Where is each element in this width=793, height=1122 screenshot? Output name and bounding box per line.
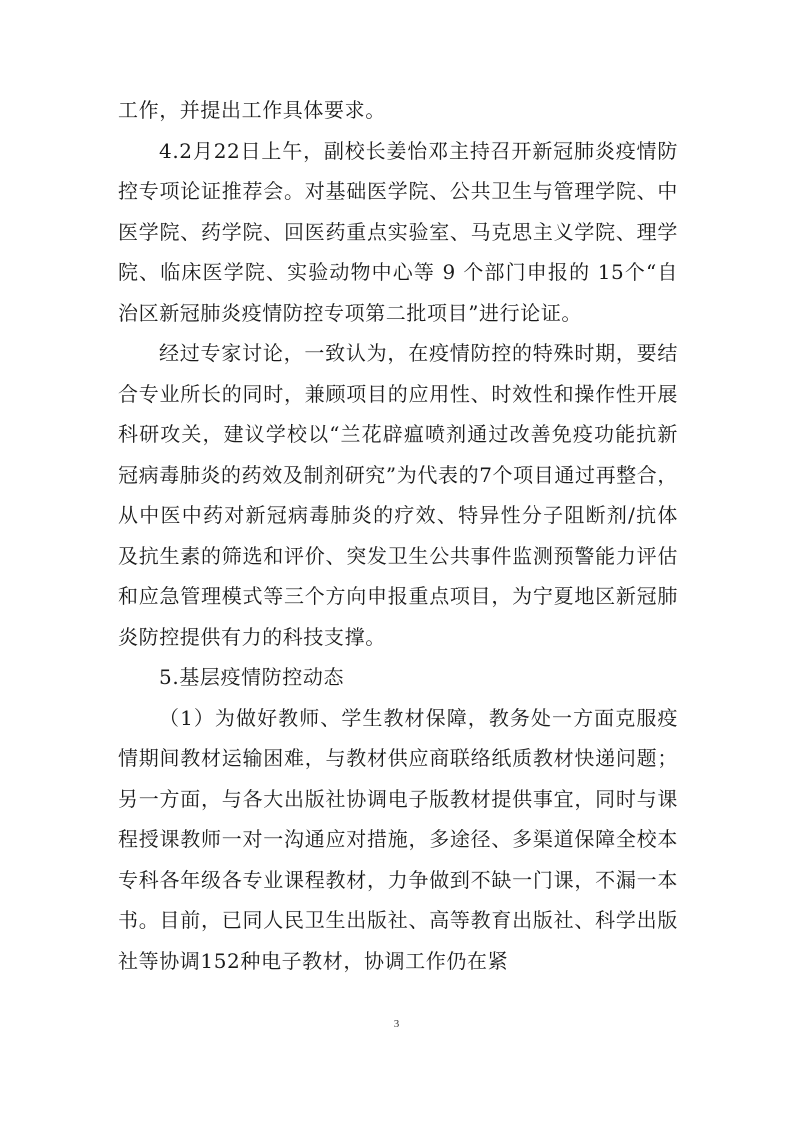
section-heading-5: 5.基层疫情防控动态 [159,665,345,689]
page-number: 3 [393,1018,400,1030]
paragraph-item-4-2: 4.2月22日上午，副校长姜怡邓主持召开新冠肺炎疫情防控专项论证推荐会。对基础医学院、公共卫生与管理学院、中医学院、药学院、回医药重点实验室、马克思主义学院、理学院、临床医学院、实验动物中心等 9 个部门申报的 15个“自治区新冠肺炎疫情防控专项第二批项目”进行论证。 [118,138,678,325]
document-body [118,90,678,981]
paragraph-expert-discussion: 经过专家讨论，一致认为，在疫情防控的特殊时期，要结合专业所长的同时，兼顾项目的应用性、时效性和操作性开展科研攻关，建议学校以“兰花辟瘟喷剂通过改善免疫功能抗新冠病毒肺炎的药效及制剂研究”为代表的7个项目通过再整合，从中医中药对新冠病毒肺炎的疗效、特异性分子阻断剂/抗体及抗生素的筛选和评价、突发卫生公共事件监测预警能力评估和应急管理模式等三个方向申报重点项目，为宁夏地区新冠肺炎防控提供有力的科技支撑。 [118,341,678,649]
paragraph-item-1-textbooks: （1）为做好教师、学生教材保障，教务处一方面克服疫情期间教材运输困难，与教材供应商联络纸质教材快递问题；另一方面，与各大出版社协调电子版教材提供事宜，同时与课程授课教师一对一沟通应对措施，多途径、多渠道保障全校本专科各年级各专业课程教材，力争做到不缺一门课，不漏一本书。目前，已同人民卫生出版社、高等教育出版社、科学出版社等协调152种电子教材，协调工作仍在紧 [118,705,678,973]
paragraph-continuation: 工作，并提出工作具体要求。 [118,98,386,122]
